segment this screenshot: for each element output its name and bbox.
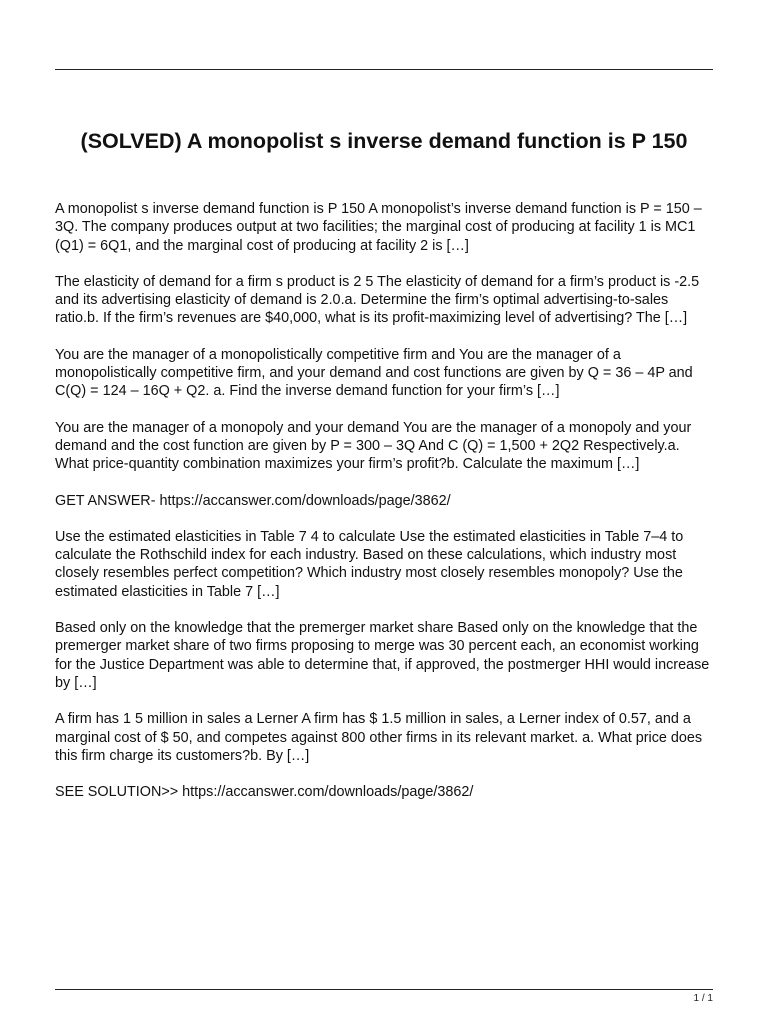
header-rule — [55, 69, 713, 70]
footer-rule — [55, 989, 713, 990]
paragraph-monopolistically-competitive-firm: You are the manager of a monopolistically competitive firm and You are the manager of a monopolistically competitive firm, and your demand and cost functions are given by Q = 36 – 4P and C(Q) = 124 – 16Q + Q2. a. Find the inverse demand function for your firm’s […] — [55, 346, 693, 400]
paragraph-premerger-market-share: Based only on the knowledge that the premerger market share Based only on the knowledge that the premerger market share of two firms proposing to merge was 30 percent each, an economist working for the Justice Department was able to determine that, if approved, the postmerger HHI would increase by […] — [55, 620, 710, 691]
paragraph-monopoly-demand: You are the manager of a monopoly and your demand You are the manager of a monopoly and your demand and the cost function are given by P = 300 – 3Q And C (Q) = 1,500 + 2Q2 Respectively.a. What price-quantity combination maximizes your firm’s profit?b. Calculate the maximum […] — [55, 419, 692, 473]
page-number: 1 / 1 — [693, 993, 713, 1004]
document-title: (SOLVED) A monopolist s inverse demand function is P 150 — [80, 129, 688, 153]
paragraph-monopolist-inverse-demand: A monopolist s inverse demand function is P 150 A monopolist’s inverse demand function is P = 150 – 3Q. The company produces output at two facilities; the marginal cost of producing at facility 1 is MC1 (Q1) = 6Q1, and the marginal cost of producing at facility 2 is […] — [55, 201, 702, 254]
paragraph-lerner-index: A firm has 1 5 million in sales a Lerner A firm has $ 1.5 million in sales, a Lerner index of 0.57, and a marginal cost of $ 50, and competes against 800 other firms in its relevant market. a. What price does this firm charge its customers?b. By […] — [55, 711, 703, 764]
get-answer-link[interactable]: GET ANSWER- https://accanswer.com/downloads/page/3862/ — [55, 492, 451, 509]
see-solution-link[interactable]: SEE SOLUTION>> https://accanswer.com/downloads/page/3862/ — [55, 784, 474, 801]
document-body — [55, 200, 713, 819]
paragraph-elasticity-of-demand: The elasticity of demand for a firm s product is 2 5 The elasticity of demand for a firm’s product is -2.5 and its advertising elasticity of demand is 2.0.a. Determine the firm’s optimal advertising-to-sales ratio.b. If the firm’s revenues are $40,000, what is its profit-maximizing level of advertising? The […] — [55, 273, 700, 327]
paragraph-rothschild-index: Use the estimated elasticities in Table 7 4 to calculate Use the estimated elasticities in Table 7–4 to calculate the Rothschild index for each industry. Based on these calculations, which industry most closely resembles perfect competition? Which industry most closely resembles monopoly? Use the estimated elasticities in Table 7 […] — [55, 528, 684, 600]
